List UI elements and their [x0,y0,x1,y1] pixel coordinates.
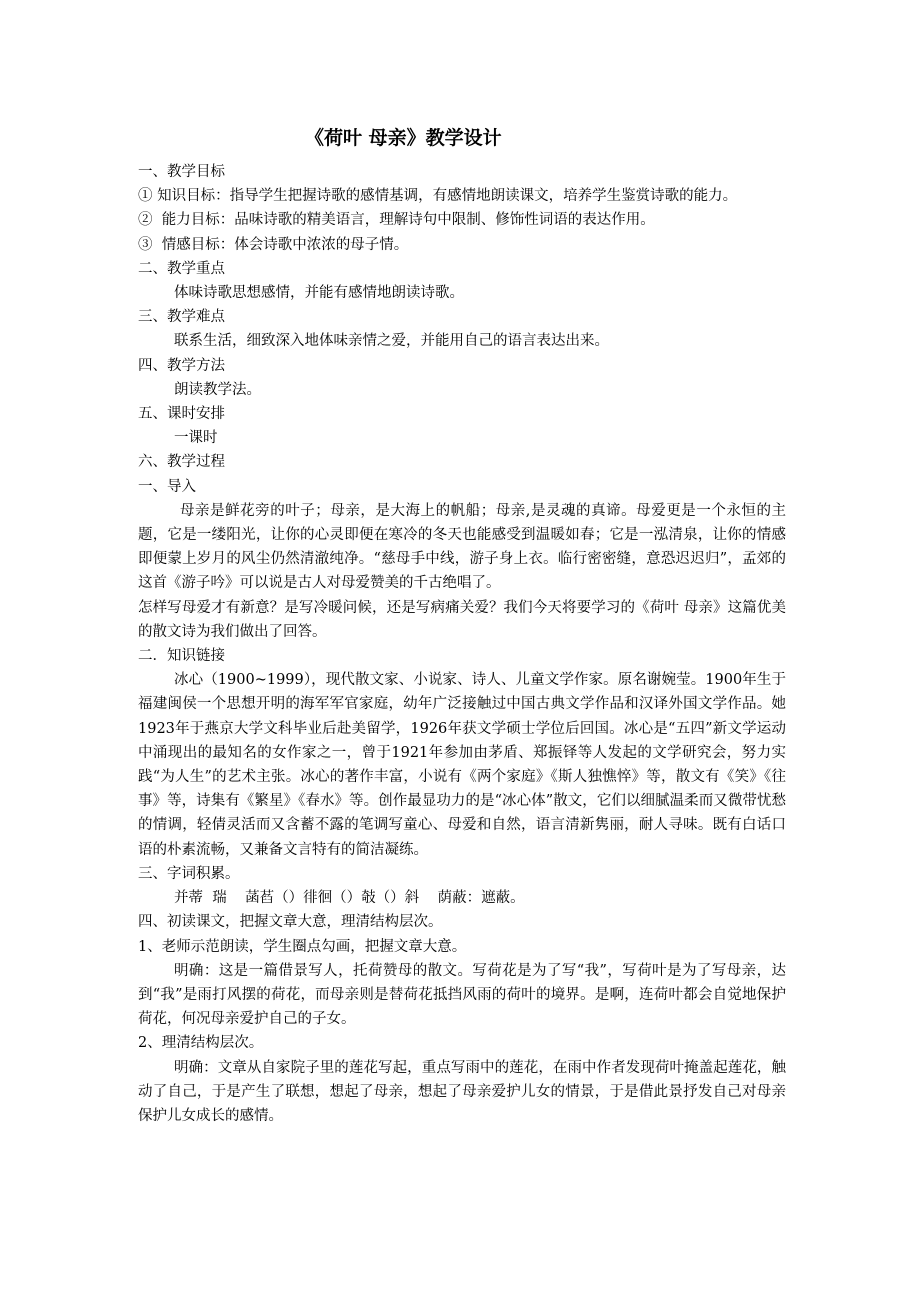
section-heading-process: 六、教学过程 [138,454,225,471]
answer-1: 明确：这是一篇借景写人，托荷赞母的散文。写荷花是为了写“我”，写荷叶是为了写母亲，达到“我”是雨打风摆的荷花，而母亲则是替荷花抵挡风雨的荷叶的境界。是啊，连荷叶都会自觉地保护荷花，何况母亲爱护自己的子女。 [138,962,786,1028]
subheading-vocab: 三、字词积累。 [138,865,240,882]
answer-2: 明确：文章从自家院子里的莲花写起，重点写雨中的莲花，在雨中作者发现荷叶掩盖起莲花，触动了自己，于是产生了联想，想起了母亲，想起了母亲爱护儿女的情景，于是借此景抒发自己对母亲保护儿女成长的感情。 [138,1059,786,1124]
key-points-text: 体味诗歌思想感情，并能有感情地朗读诗歌。 [174,285,464,302]
schedule-text: 一课时 [174,430,218,447]
section-heading-schedule: 五、课时安排 [138,406,225,423]
objective-emotion: ③ 情感目标：体会诗歌中浓浓的母子情。 [138,236,409,253]
step-1: 1、老师示范朗读，学生圈点勾画，把握文章大意。 [138,938,467,955]
intro-paragraph-1: 母亲是鲜花旁的叶子；母亲，是大海上的帆船；母亲,是灵魂的真谛。母爱更是一个永恒的主题，它是一缕阳光，让你的心灵即便在寒冷的冬天也能感受到温暖如春；它是一泓清泉，让你的情感即便蒙上岁月的风尘仍然清澈纯净。“慈母手中线，游子身上衣。临行密密缝，意恐迟迟归”，孟郊的这首《游子吟》可以说是古人对母爱赞美的千古绝唱了。 [138,502,786,592]
vocab-text: 并蒂 瑞 菡萏（）徘徊（）攲（）斜 荫蔽：遮蔽。 [174,890,525,907]
section-heading-difficulties: 三、教学难点 [138,309,225,326]
objective-ability: ② 能力目标：品味诗歌的精美语言，理解诗句中限制、修饰性词语的表达作用。 [138,212,655,229]
subheading-intro: 一、导入 [138,478,196,495]
subheading-first-reading: 四、初读课文，把握文章大意，理清结构层次。 [138,914,443,931]
objective-knowledge: ① 知识目标：指导学生把握诗歌的感情基调，有感情地朗读课文，培养学生鉴赏诗歌的能力。 [138,188,738,205]
step-2: 2、理清结构层次。 [138,1035,264,1052]
intro-paragraph-2: 怎样写母爱才有新意？是写冷暖问候，还是写病痛关爱？我们今天将要学习的《荷叶 母亲》这篇优美的散文诗为我们做出了回答。 [138,599,786,640]
difficulties-text: 联系生活，细致深入地体味亲情之爱，并能用自己的语言表达出来。 [174,333,609,350]
section-heading-methods: 四、教学方法 [138,357,225,374]
section-heading-objectives: 一、教学目标 [138,164,225,180]
subheading-knowledge-link: 二．知识链接 [138,648,225,665]
section-heading-key-points: 二、教学重点 [138,260,225,277]
knowledge-link-paragraph: 冰心（1900~1999），现代散文家、小说家、诗人、儿童文学作家。原名谢婉莹。1900年生于福建闽侯一个思想开明的海军军官家庭，幼年广泛接触过中国古典文学作品和汉译外国文学作品。她1923年于燕京大学文科毕业后赴美留学，1926年获文学硕士学位后回国。冰心是“五四”新文学运动中涌现出的最知名的女作家之一，曾于1921年参加由茅盾、郑振铎等人发起的文学研究会，努力实践“为人生”的艺术主张。冰心的著作丰富，小说有《两个家庭》《斯人独憔悴》等，散文有《笑》《往事》等，诗集有《繁星》《春水》等。创作最显功力的是“冰心体”散文，它们以细腻温柔而又微带忧愁的情调，轻倩灵活而又含蓄不露的笔调写童心、母爱和自然，语言清新隽丽，耐人寻味。既有白话口语的朴素流畅，又兼备文言特有的简洁凝练。 [138,672,786,858]
document-page [138,118,786,1128]
methods-text: 朗读教学法。 [174,381,261,398]
document-title: 《荷叶 母亲》教学设计 [305,127,502,149]
